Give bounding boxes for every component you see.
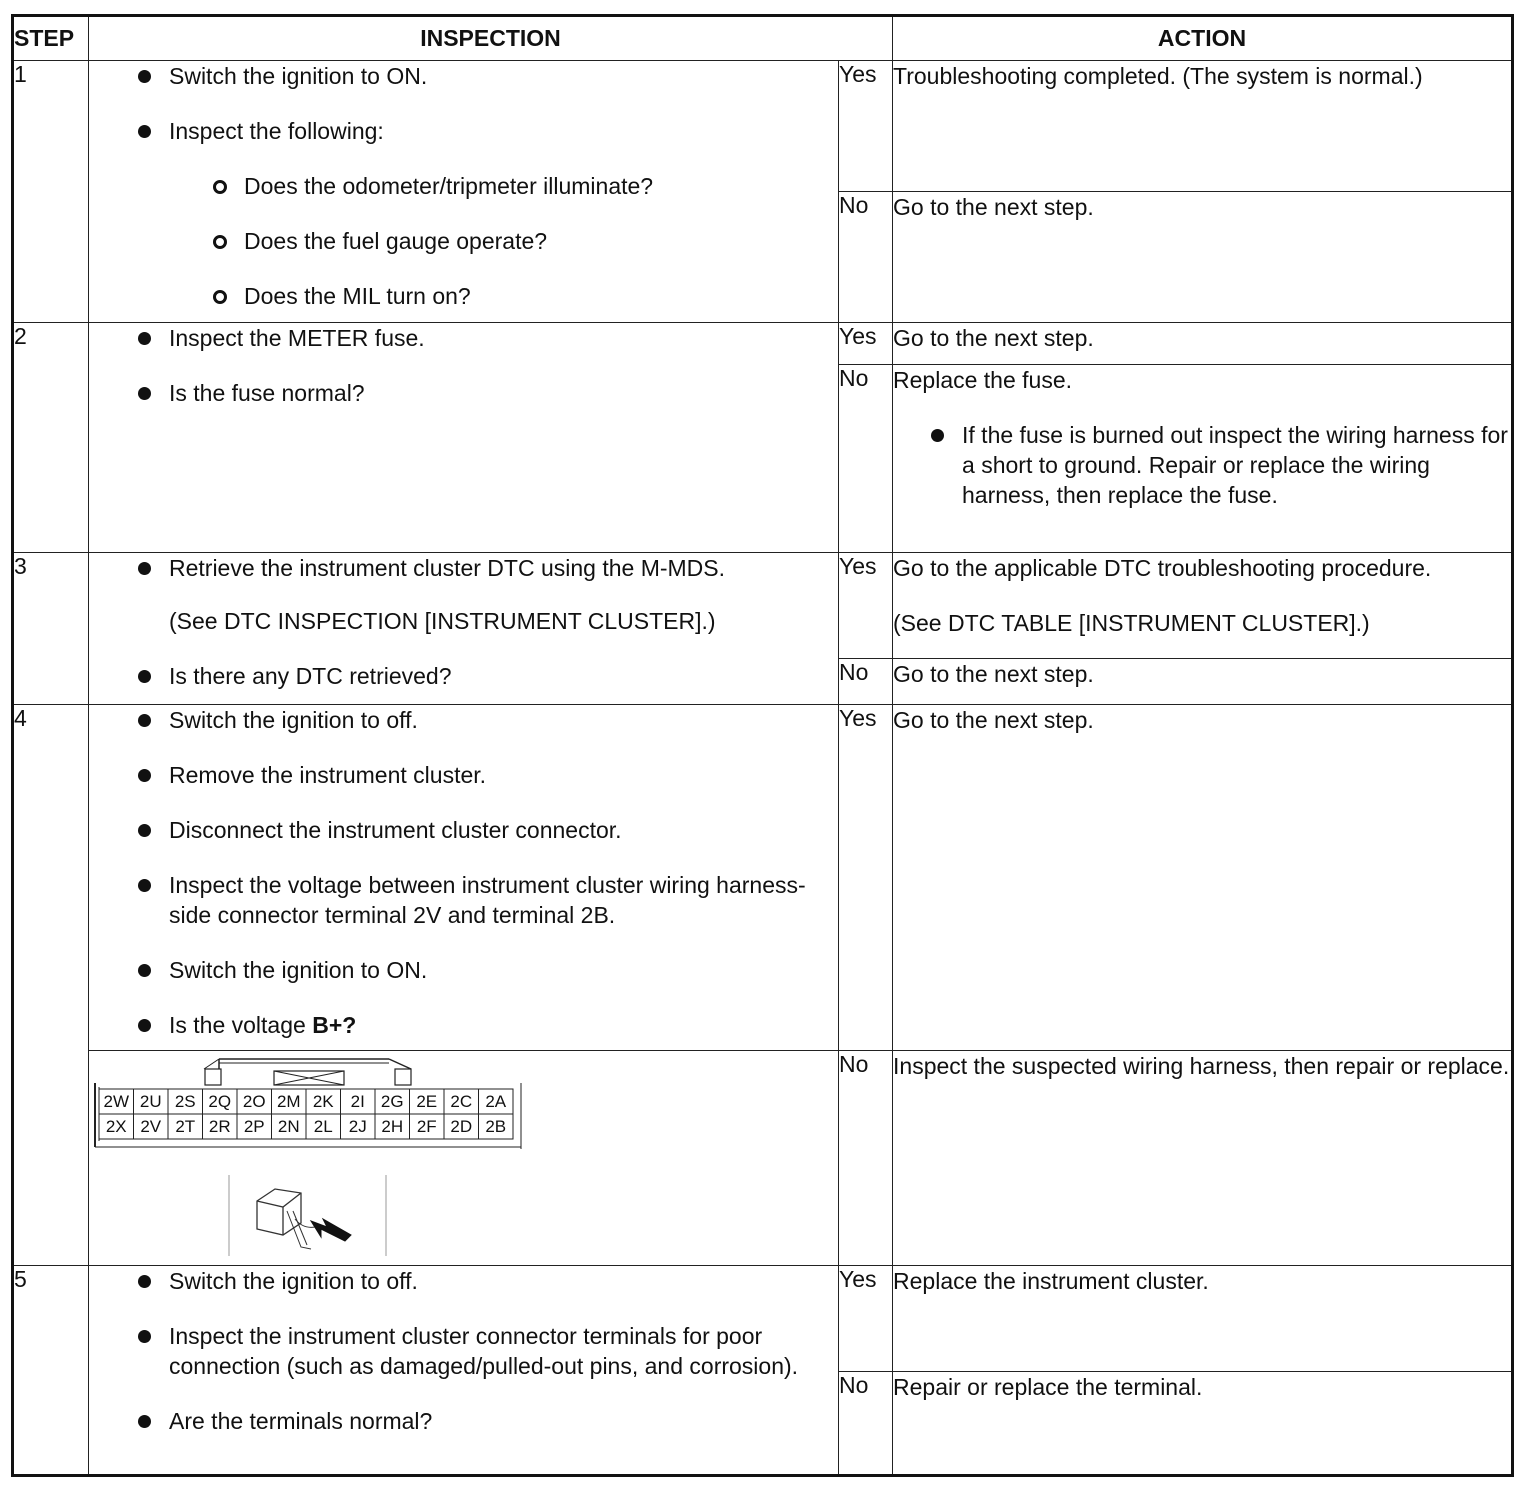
yes-action: Troubleshooting completed. (The system is normal.) bbox=[893, 61, 1513, 192]
connector-diagram-cell bbox=[89, 1051, 839, 1266]
inspection-note: (See DTC INSPECTION [INSTRUMENT CLUSTER].) bbox=[169, 608, 716, 634]
step-4-no-row bbox=[13, 1051, 1513, 1266]
connector-terminal-label: 2A bbox=[485, 1092, 507, 1111]
connector-terminal-label: 2E bbox=[416, 1092, 438, 1111]
connector-terminal-label: 2J bbox=[348, 1117, 367, 1136]
inspection-item: Retrieve the instrument cluster DTC using the M-MDS. bbox=[89, 553, 838, 583]
inspection-item: Inspect the METER fuse. bbox=[89, 323, 838, 353]
no-action bbox=[893, 365, 1513, 553]
connector-terminal-label: 2K bbox=[312, 1092, 334, 1111]
no-action: Inspect the suspected wiring harness, then repair or replace. bbox=[893, 1051, 1513, 1266]
no-action: Repair or replace the terminal. bbox=[893, 1372, 1513, 1476]
inspection-item: Switch the ignition to ON. bbox=[89, 61, 838, 91]
connector-terminal-label: 2B bbox=[485, 1117, 507, 1136]
yes-label: Yes bbox=[839, 323, 893, 365]
connector-terminal-label: 2P bbox=[243, 1117, 265, 1136]
inspection-subitem: Does the odometer/tripmeter illuminate? bbox=[169, 171, 838, 201]
no-action-text: Replace the fuse. bbox=[893, 367, 1073, 393]
no-label: No bbox=[839, 1051, 893, 1266]
inspection-item: Are the terminals normal? bbox=[89, 1406, 838, 1436]
no-action: Go to the next step. bbox=[893, 659, 1513, 705]
connector-terminal-label: 2T bbox=[175, 1117, 196, 1136]
yes-action: Replace the instrument cluster. bbox=[893, 1266, 1513, 1372]
inspection-subitem: Does the MIL turn on? bbox=[169, 281, 838, 311]
inspection-item: Switch the ignition to off. bbox=[89, 1266, 838, 1296]
connector-terminal-label: 2L bbox=[313, 1117, 333, 1136]
header-row bbox=[13, 16, 1513, 61]
connector-sketch-icon bbox=[229, 1175, 386, 1256]
yes-action-note: (See DTC TABLE [INSTRUMENT CLUSTER].) bbox=[893, 610, 1370, 636]
step-number: 3 bbox=[13, 553, 89, 705]
connector-terminal-label: 2O bbox=[242, 1092, 266, 1111]
connector-diagram bbox=[89, 1051, 839, 1259]
connector-terminal-label: 2Q bbox=[208, 1092, 232, 1111]
connector-terminal-label: 2V bbox=[140, 1117, 162, 1136]
inspection-subitem: Does the fuel gauge operate? bbox=[169, 226, 838, 256]
connector-terminal-label: 2M bbox=[276, 1092, 301, 1111]
inspection-item: Disconnect the instrument cluster connector. bbox=[89, 815, 838, 845]
connector-terminal-label: 2W bbox=[103, 1092, 129, 1111]
connector-terminal-label: 2N bbox=[277, 1117, 300, 1136]
no-label: No bbox=[839, 1372, 893, 1476]
yes-action: Go to the next step. bbox=[893, 323, 1513, 365]
inspection-item: Inspect the voltage between instrument cluster wiring harness-side connector terminal 2V and terminal 2B. bbox=[89, 870, 838, 930]
inspection-item: Inspect the following: Does the odometer/tripmeter illuminate? Does the fuel gauge operate? Does the MIL turn on? bbox=[89, 116, 838, 311]
action-header: ACTION bbox=[893, 16, 1513, 61]
connector-terminal-label: 2X bbox=[105, 1117, 127, 1136]
inspection-item: Switch the ignition to off. bbox=[89, 705, 838, 735]
yes-label: Yes bbox=[839, 61, 893, 192]
step-header: STEP bbox=[13, 16, 89, 61]
step-5-inspection bbox=[89, 1266, 839, 1476]
connector-terminal-grid bbox=[99, 1089, 513, 1139]
inspection-item: Is the fuse normal? bbox=[89, 378, 838, 408]
connector-terminal-label: 2I bbox=[350, 1092, 365, 1111]
step-5-yes-row bbox=[13, 1266, 1513, 1372]
connector-terminal-label: 2C bbox=[450, 1092, 473, 1111]
yes-label: Yes bbox=[839, 553, 893, 659]
no-label: No bbox=[839, 365, 893, 553]
inspection-item: Remove the instrument cluster. bbox=[89, 760, 838, 790]
inspection-item: Is there any DTC retrieved? bbox=[89, 661, 838, 691]
step-3-inspection bbox=[89, 553, 839, 705]
step-1-inspection bbox=[89, 61, 839, 323]
inspection-item: Inspect the instrument cluster connector terminals for poor connection (such as damaged/pulled-out pins, and corrosion). bbox=[89, 1321, 838, 1381]
connector-terminal-label: 2R bbox=[208, 1117, 231, 1136]
inspection-question: Is the voltage B+? bbox=[89, 1010, 838, 1040]
step-3-yes-row bbox=[13, 553, 1513, 659]
yes-action bbox=[893, 553, 1513, 659]
step-number: 2 bbox=[13, 323, 89, 553]
no-action-bullet: If the fuse is burned out inspect the wiring harness for a short to ground. Repair or replace the wiring harness, then replace the fuse. bbox=[887, 420, 1511, 510]
connector-terminal-label: 2D bbox=[450, 1117, 473, 1136]
step-number: 1 bbox=[13, 61, 89, 323]
no-action: Go to the next step. bbox=[893, 192, 1513, 323]
yes-label: Yes bbox=[839, 705, 893, 1051]
no-label: No bbox=[839, 659, 893, 705]
yes-action: Go to the next step. bbox=[893, 705, 1513, 1051]
connector-terminal-label: 2H bbox=[381, 1117, 404, 1136]
no-label: No bbox=[839, 192, 893, 323]
step-2-inspection bbox=[89, 323, 839, 553]
troubleshooting-table bbox=[11, 14, 1514, 1477]
connector-terminal-label: 2F bbox=[416, 1117, 437, 1136]
inspection-item: Switch the ignition to ON. bbox=[89, 955, 838, 985]
step-number: 5 bbox=[13, 1266, 89, 1476]
step-4-yes-row bbox=[13, 705, 1513, 1051]
step-2-yes-row bbox=[13, 323, 1513, 365]
inspection-header: INSPECTION bbox=[89, 16, 893, 61]
yes-label: Yes bbox=[839, 1266, 893, 1372]
connector-terminal-label: 2U bbox=[139, 1092, 162, 1111]
yes-action-text: Go to the applicable DTC troubleshooting procedure. bbox=[893, 555, 1432, 581]
connector-terminal-label: 2G bbox=[380, 1092, 404, 1111]
step-number: 4 bbox=[13, 705, 89, 1266]
step-4-inspection bbox=[89, 705, 839, 1051]
step-1-yes-row bbox=[13, 61, 1513, 192]
connector-terminal-label: 2S bbox=[174, 1092, 196, 1111]
